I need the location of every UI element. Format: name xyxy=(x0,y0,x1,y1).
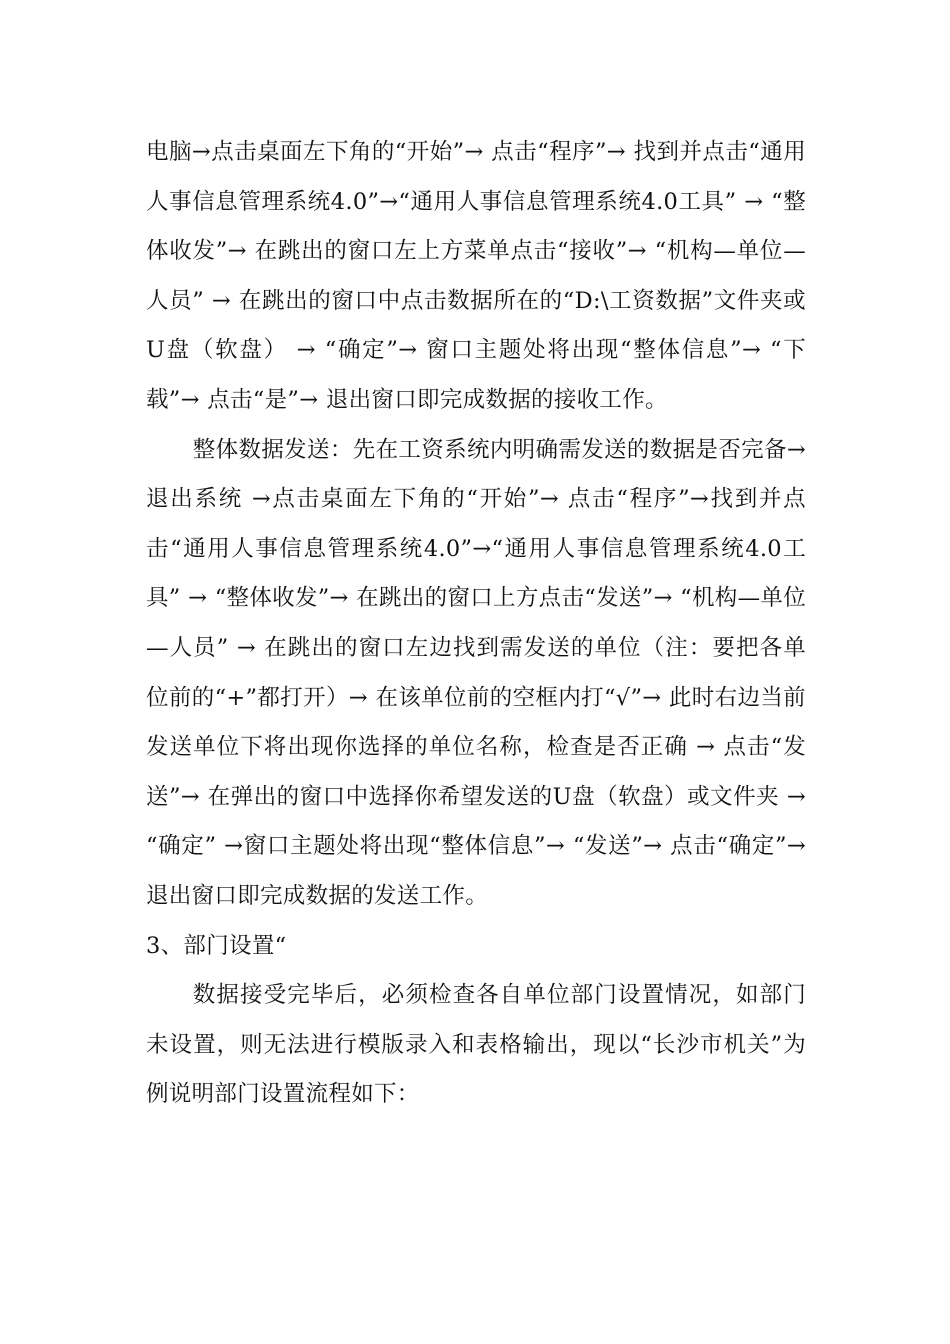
section-heading-department-setup: 3、部门设置“ xyxy=(146,932,287,959)
document-body xyxy=(146,128,806,1120)
paragraph-data-send-steps: 整体数据发送：先在工资系统内明确需发送的数据是否完备→ 退出系统 →点击桌面左下角的“开始”→ 点击“程序”→找到并点击“通用人事信息管理系统4.0”→“通用人事信息管理系统4.0工具” → “整体收发”→ 在跳出的窗口上方点击“发送”→ “机构—单位—人员” → 在跳出的窗口左边找到需发送的单位（注：要把各单位前的“+”都打开）→ 在该单位前的空框内打“√”→ 此时右边当前发送单位下将出现你选择的单位名称，检查是否正确 → 点击“发送”→ 在弹出的窗口中选择你希望发送的U盘（软盘）或文件夹 → “确定” →窗口主题处将出现“整体信息”→ “发送”→ 点击“确定”→ 退出窗口即完成数据的发送工作。 xyxy=(146,436,806,909)
paragraph-department-setup-intro: 数据接受完毕后，必须检查各自单位部门设置情况，如部门未设置，则无法进行模版录入和表格输出，现以“长沙市机关”为例说明部门设置流程如下： xyxy=(146,982,806,1108)
paragraph-data-receive-steps: 电脑→点击桌面左下角的“开始”→ 点击“程序”→ 找到并点击“通用人事信息管理系统4.0”→“通用人事信息管理系统4.0工具” → “整体收发”→ 在跳出的窗口左上方菜单点击“接收”→ “机构—单位—人员” → 在跳出的窗口中点击数据所在的“D:\工资数据”文件夹或U盘（软盘） → “确定”→ 窗口主题处将出现“整体信息”→ “下载”→ 点击“是”→ 退出窗口即完成数据的接收工作。 xyxy=(146,139,806,413)
